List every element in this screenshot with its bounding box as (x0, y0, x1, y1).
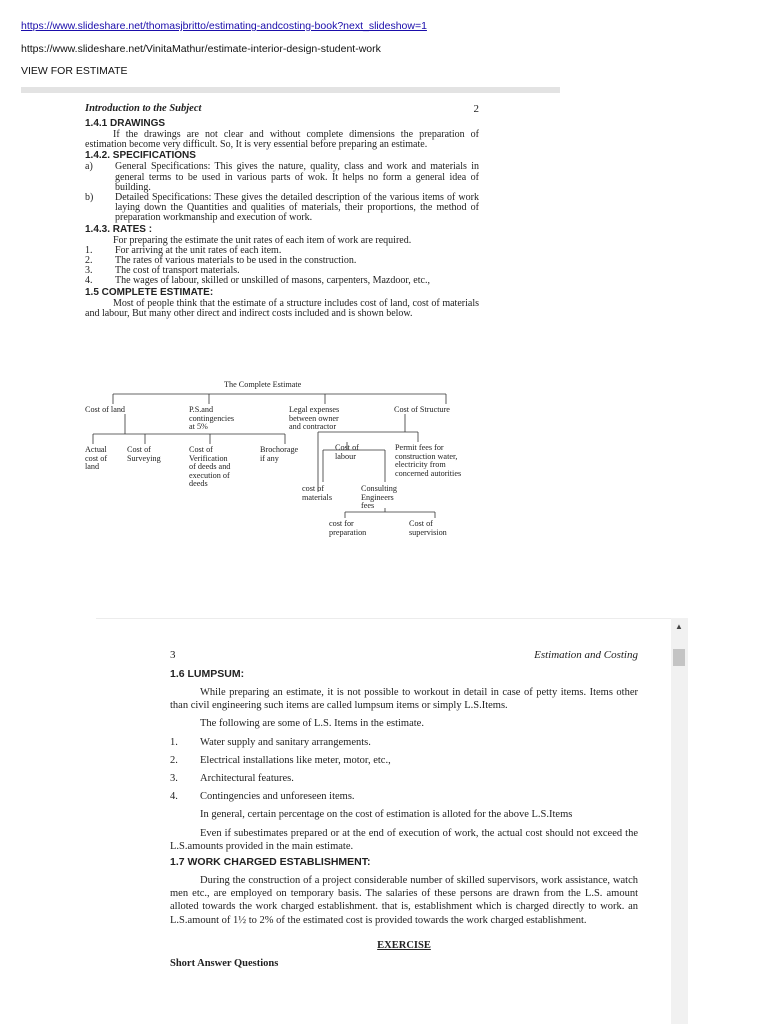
list-item-number: 3. (85, 265, 93, 277)
paragraph-subestimates: Even if subestimates prepared or at the end of execution of work, the actual cost should not exceed the L.S.amounts provided in the main estimate. (170, 827, 638, 852)
list-item (170, 772, 638, 785)
list-item-label: b) (85, 192, 94, 204)
view-for-estimate-label: VIEW FOR ESTIMATE (21, 65, 128, 77)
running-head: Introduction to the Subject (85, 103, 202, 114)
complete-estimate-diagram (85, 380, 485, 540)
list-item-number: 1. (170, 736, 178, 748)
node-permit-fees: Permit fees for construction water, electricity from concerned autorities (395, 443, 462, 478)
list-item (85, 162, 479, 193)
paragraph-work-charged: During the construction of a project considerable number of skilled supervisors, work assistance, watch men etc., are employed on temporary basis. The salaries of these persons are drawn from the L.S. amount alloted towards the work charged establishment. that is, establishment which is charged directly to work. an L.S.amount of 1½ to 2% of the estimated cost is provided towards the work charged establishment. (170, 875, 638, 926)
node-cost-of-supervision: Cost of supervision (409, 519, 447, 537)
list-item-number: 1. (85, 244, 93, 256)
document-scrollbar[interactable] (671, 618, 688, 1024)
heading-complete-estimate: 1.5 COMPLETE ESTIMATE: (85, 286, 214, 298)
document-page-2 (85, 104, 479, 319)
node-cost-of-land: Cost of land (85, 405, 126, 414)
node-cost-of-materials: cost of materials (302, 484, 333, 502)
list-item-text: Architectural features. (200, 773, 294, 785)
list-item (170, 790, 638, 803)
page-header (85, 104, 479, 118)
heading-lumpsum: 1.6 LUMPSUM: (170, 668, 245, 680)
paragraph-drawings: If the drawings are not clear and without complete dimensions the preparation of estimation become very difficult. So, It is very essential before preparing an estimate. (85, 129, 479, 151)
document-page-3[interactable] (96, 618, 671, 1025)
paragraph-ls-intro: The following are some of L.S. Items in the estimate. (200, 718, 424, 730)
list-item-number: 4. (170, 791, 178, 803)
paragraph-lumpsum: While preparing an estimate, it is not possible to workout in detail in case of petty items. Items other than civil engineering such items are called lumpsum items or simply L.S.Items. (170, 687, 638, 712)
list-item-text: General Specifications: This gives the nature, quality, class and work and materials in general terms to be used in various parts of wok. It helps no form a general idea of building. (115, 161, 479, 193)
slideshare-link-interior-design: https://www.slideshare.net/VinitaMathur/estimate-interior-design-student-work (21, 43, 381, 55)
list-item-label: a) (85, 161, 93, 173)
list-item-text: Contingencies and unforeseen items. (200, 791, 355, 803)
list-item-number: 2. (170, 754, 178, 766)
heading-work-charged: 1.7 WORK CHARGED ESTABLISHMENT: (170, 856, 371, 869)
list-item (85, 276, 479, 286)
list-item (85, 193, 479, 224)
heading-short-answer-questions: Short Answer Questions (170, 958, 279, 970)
list-item-text: For arriving at the unit rates of each item. (115, 244, 282, 256)
page-header (170, 649, 638, 665)
running-head: Estimation and Costing (534, 649, 638, 661)
list-item-number: 4. (85, 275, 93, 287)
scrollbar-thumb[interactable] (673, 649, 685, 666)
heading-exercise: EXERCISE (377, 939, 431, 951)
page-number: 3 (170, 649, 176, 661)
page-number: 2 (473, 103, 479, 115)
list-item-text: The wages of labour, skilled or unskilled of masons, carpenters, Mazdoor, etc., (115, 275, 430, 287)
list-item-number: 2. (85, 255, 93, 267)
node-ps-contingencies: P.S.and contingencies at 5% (189, 405, 235, 432)
node-legal-expenses: Legal expenses between owner and contractor (289, 405, 340, 432)
list-item-text: The cost of transport materials. (115, 265, 240, 277)
diagram-title: The Complete Estimate (224, 380, 302, 389)
list-item-text: Water supply and sanitary arrangements. (200, 736, 371, 748)
node-consulting-engineers-fees: Consulting Engineers fees (361, 484, 397, 511)
paragraph-complete-estimate: Most of people think that the estimate of a structure includes cost of land, cost of materials and labour, But many other direct and indirect costs included and is shown below. (85, 297, 479, 319)
node-cost-for-preparation: cost for preparation (329, 519, 367, 537)
node-cost-of-surveying: Cost of Surveying (127, 445, 161, 463)
list-item (170, 754, 638, 767)
node-cost-of-labour: Cost of labour (335, 443, 359, 461)
node-actual-cost-of-land: Actual cost of land (85, 445, 108, 472)
node-cost-of-structure: Cost of Structure (394, 405, 450, 414)
paragraph-rates: For preparing the estimate the unit rates of each item of work are required. (113, 234, 412, 246)
node-brokerage: Brochorage if any (260, 445, 299, 463)
page-3-content (170, 619, 638, 970)
embed-top-bar (21, 87, 560, 93)
list-item-text: Detailed Specifications: These gives the detailed description of the various items of work laying down the Quantities and qualities of materials, their proportions, the method of preparation workmanship and execution of work. (115, 192, 479, 224)
slideshare-link-estimating-book[interactable]: https://www.slideshare.net/thomasjbritto/estimating-andcosting-book?next_slideshow=1 (21, 20, 427, 32)
list-item-number: 3. (170, 773, 178, 785)
heading-rates: 1.4.3. RATES : (85, 223, 153, 235)
list-item-text: Electrical installations like meter, motor, etc., (200, 754, 391, 766)
list-item-text: The rates of various materials to be used in the construction. (115, 255, 357, 267)
heading-drawings: 1.4.1 DRAWINGS (85, 118, 166, 129)
scroll-up-arrow-icon[interactable]: ▲ (675, 622, 683, 631)
list-item (170, 736, 638, 749)
paragraph-general: In general, certain percentage on the cost of estimation is alloted for the above L.S.Items (200, 809, 573, 821)
node-cost-of-verification: Cost of Verification of deeds and execution of deeds (189, 445, 231, 489)
heading-specifications: 1.4.2. SPECIFICATIONS (85, 150, 196, 162)
